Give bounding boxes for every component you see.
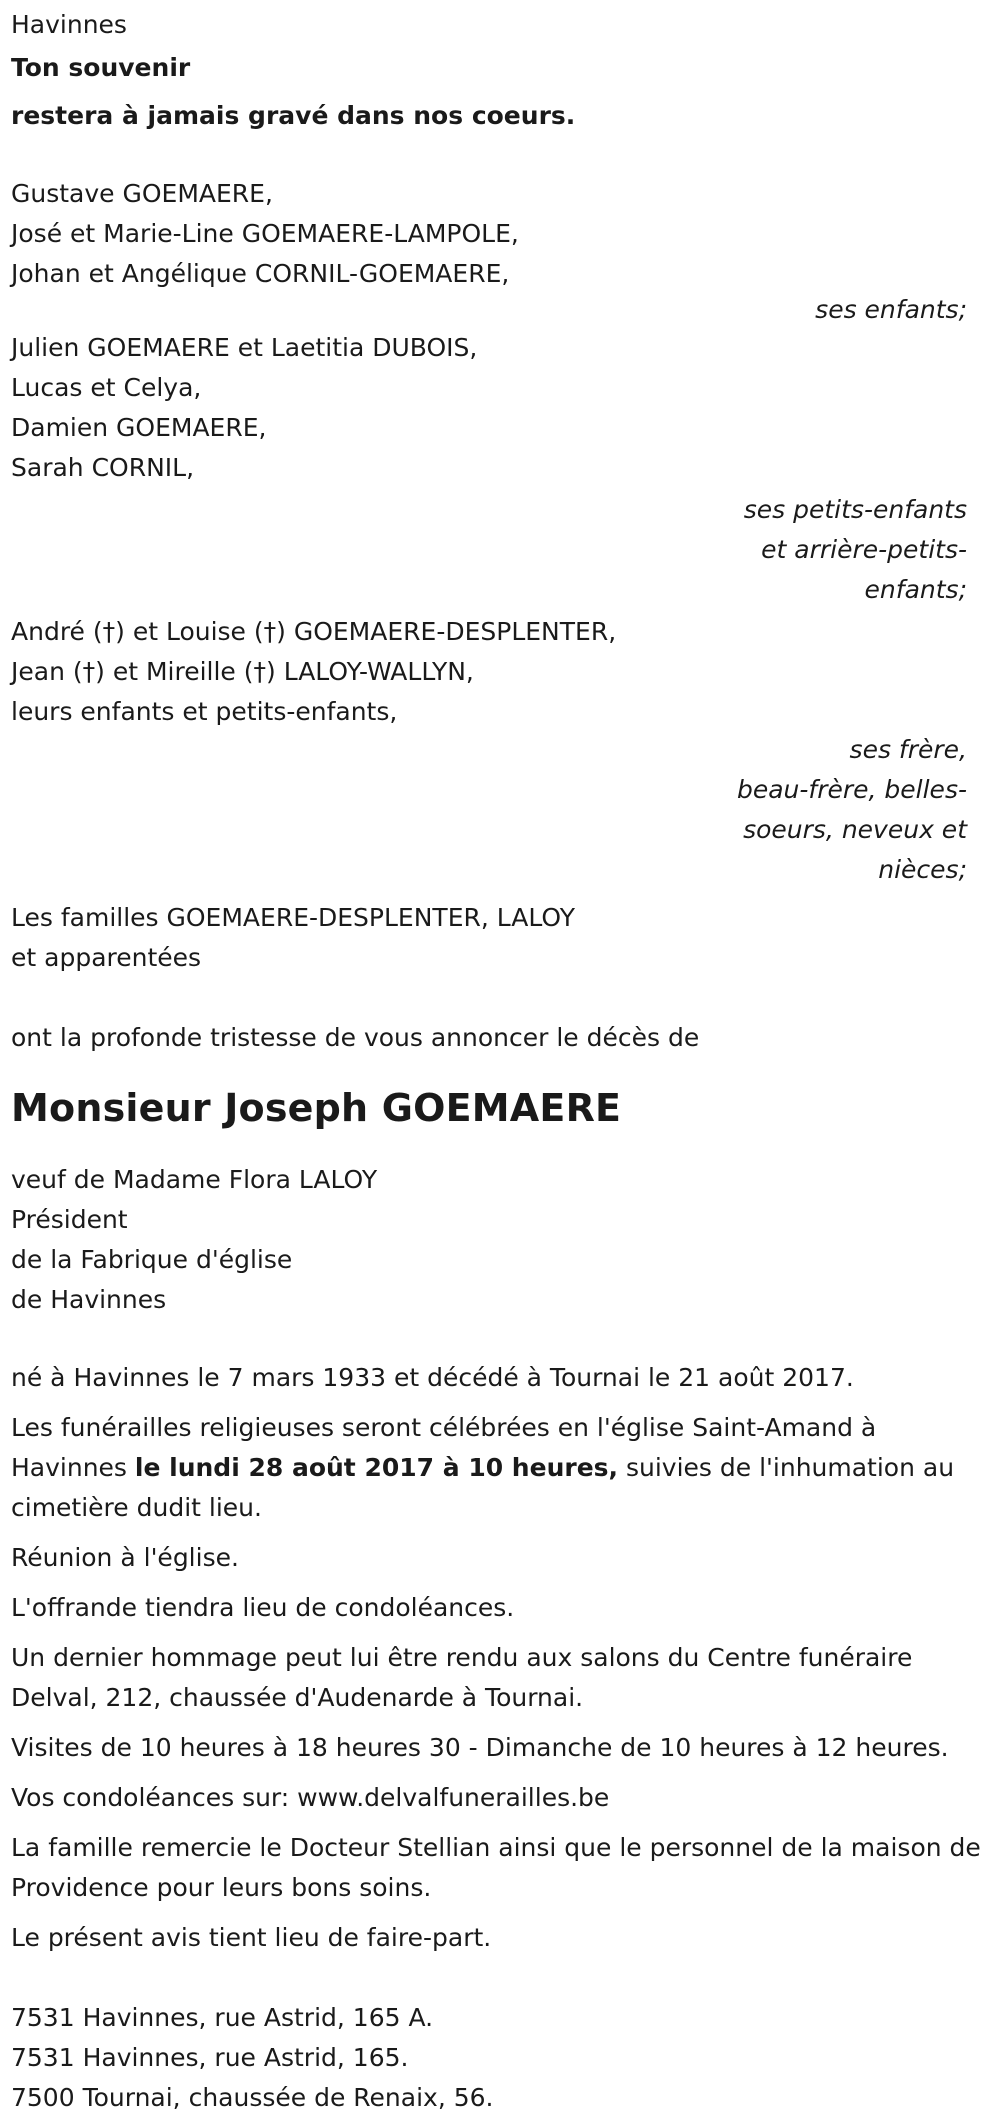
- siblings-block: [11, 612, 989, 890]
- family-name: Sarah CORNIL,: [11, 453, 195, 482]
- family-name: Johan et Angélique CORNIL-GOEMAERE,: [11, 259, 510, 288]
- children-block: [11, 174, 989, 330]
- relation-line: soeurs, neveux et: [743, 815, 967, 844]
- detail-line: de la Fabrique d'église: [11, 1245, 293, 1274]
- address-line: 7531 Havinnes, rue Astrid, 165 A.: [11, 2003, 434, 2032]
- condolences-text: Vos condoléances sur: www.delvalfunerailles.be: [11, 1783, 610, 1812]
- details-paragraphs: [11, 1358, 989, 1958]
- relation-label: ses enfants;: [815, 295, 967, 324]
- funeral-date: le lundi 28 août 2017 à 10 heures,: [134, 1453, 619, 1482]
- other-families-block: [11, 898, 989, 978]
- family-name: Les familles GOEMAERE-DESPLENTER, LALOY: [11, 903, 575, 932]
- relation-line: ses frère,: [849, 735, 967, 764]
- family-name: José et Marie-Line GOEMAERE-LAMPOLE,: [11, 219, 519, 248]
- deceased-details: [11, 1160, 989, 1320]
- notice-text: Le présent avis tient lieu de faire-part.: [11, 1923, 492, 1952]
- relation-line: ses petits-enfants: [743, 495, 967, 524]
- addresses-block: [11, 1998, 989, 2118]
- funeral-text-end: suivies de l'inhumation au cimetière dudit lieu.: [11, 1453, 955, 1522]
- epitaph-line-1: Ton souvenir: [11, 53, 191, 82]
- relation-line: enfants;: [864, 575, 967, 604]
- detail-line: de Havinnes: [11, 1285, 167, 1314]
- family-name: Jean (†) et Mireille (†) LALOY-WALLYN,: [11, 657, 474, 686]
- relation-label: [727, 730, 967, 890]
- detail-line: veuf de Madame Flora LALOY: [11, 1165, 378, 1194]
- family-name: André (†) et Louise (†) GOEMAERE-DESPLENTER,: [11, 617, 617, 646]
- relation-line: nièces;: [878, 855, 967, 884]
- family-name: Lucas et Celya,: [11, 373, 202, 402]
- deceased-name: Monsieur Joseph GOEMAERE: [11, 1086, 622, 1130]
- homage-text: Un dernier hommage peut lui être rendu aux salons du Centre funéraire Delval, 212, chaussée d'Audenarde à Tournai.: [11, 1643, 913, 1712]
- meeting-text: Réunion à l'église.: [11, 1543, 239, 1572]
- family-name: Julien GOEMAERE et Laetitia DUBOIS,: [11, 333, 478, 362]
- family-name: Gustave GOEMAERE,: [11, 179, 273, 208]
- epitaph-line-2: restera à jamais gravé dans nos coeurs.: [11, 101, 576, 130]
- birth-death-text: né à Havinnes le 7 mars 1933 et décédé à Tournai le 21 août 2017.: [11, 1363, 854, 1392]
- family-name: Damien GOEMAERE,: [11, 413, 267, 442]
- relation-line: et arrière-petits-: [761, 535, 967, 564]
- grandchildren-block: [11, 328, 989, 610]
- offering-text: L'offrande tiendra lieu de condoléances.: [11, 1593, 515, 1622]
- visits-text: Visites de 10 heures à 18 heures 30 - Dimanche de 10 heures à 12 heures.: [11, 1733, 949, 1762]
- place-label: Havinnes: [11, 10, 127, 39]
- family-name: et apparentées: [11, 943, 202, 972]
- relation-label: [727, 490, 967, 610]
- header: [11, 0, 989, 140]
- address-line: 7500 Tournai, chaussée de Renaix, 56.: [11, 2083, 494, 2112]
- address-line: 7531 Havinnes, rue Astrid, 165.: [11, 2043, 409, 2072]
- announcement-text: ont la profonde tristesse de vous annoncer le décès de: [11, 1023, 700, 1052]
- funeral-text: [11, 1408, 989, 1528]
- thanks-text: La famille remercie le Docteur Stellian ainsi que le personnel de la maison de Providence pour leurs bons soins.: [11, 1833, 981, 1902]
- family-name: leurs enfants et petits-enfants,: [11, 697, 398, 726]
- relation-line: beau-frère, belles-: [736, 775, 967, 804]
- funeral-text-start: Les funérailles religieuses seront célébrées en l'église Saint-Amand à Havinnes: [11, 1413, 877, 1482]
- detail-line: Président: [11, 1205, 128, 1234]
